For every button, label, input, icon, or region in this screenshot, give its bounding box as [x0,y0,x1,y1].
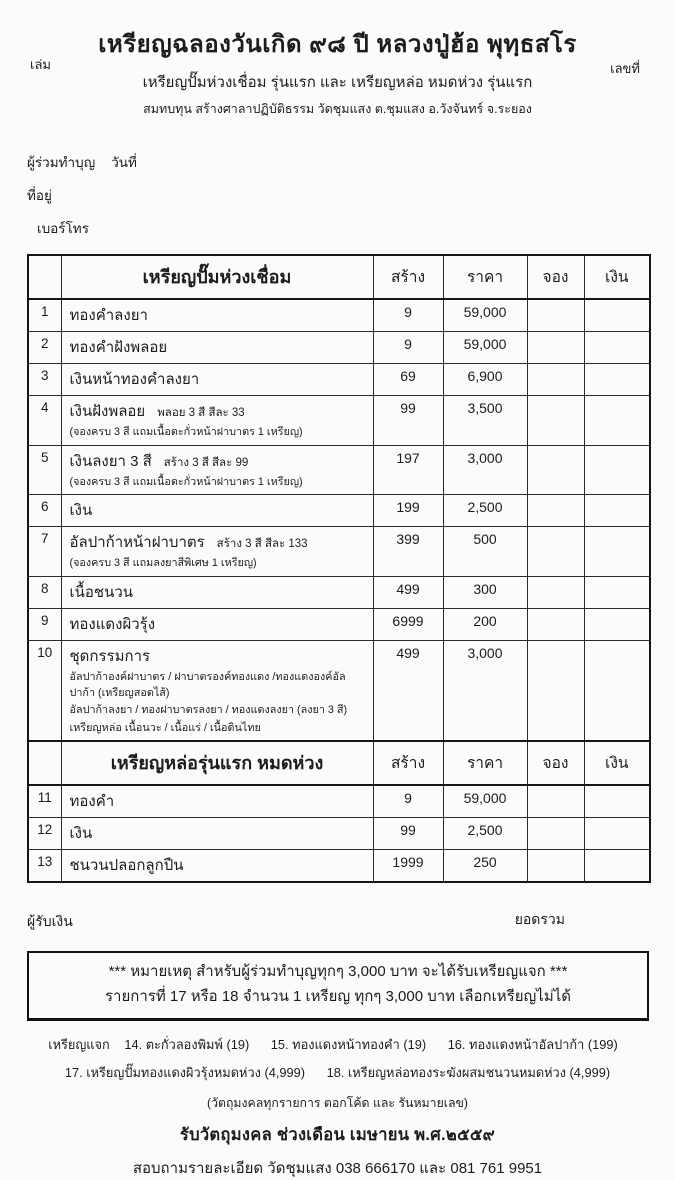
made-cell: 197 [373,445,443,495]
row-no: 4 [28,396,61,446]
table-row [28,445,650,495]
reserve-cell[interactable] [527,364,584,396]
table-row [28,785,650,818]
address-row [27,174,648,207]
giveaway-intro: เหรียญแจก [48,1036,110,1052]
receive-schedule-line: รับวัตถุมงคล ช่วงเดือน เมษายน พ.ศ.๒๕๕๙ [179,1125,496,1144]
giveaway-item: 16. ทองแดงหน้าอัลปาก้า (199) [447,1036,618,1052]
money-cell[interactable] [584,576,650,608]
reserve-cell[interactable] [527,396,584,446]
made-cell: 9 [373,332,443,364]
row-no: 6 [28,495,61,527]
giveaway-item: 14. ตะกั่วลองพิมพ์ (19) [124,1036,250,1052]
money-cell[interactable] [584,495,650,527]
table-row [28,332,650,364]
price-cell: 2,500 [443,818,527,850]
money-cell[interactable] [584,364,650,396]
section2-title: เหรียญหล่อรุ่นแรก หมดห่วง [61,741,373,785]
money-cell[interactable] [584,396,650,446]
reserve-cell[interactable] [527,445,584,495]
made-cell: 99 [373,396,443,446]
total-area [27,883,649,939]
reserve-header: จอง [527,741,584,785]
row-no: 11 [28,785,61,818]
item-name-cell: อัลปาก้าหน้าฝาบาตร สร้าง 3 สี สีละ 133 (จองครบ 3 สี แถมลงยาสีพิเศษ 1 เหรียญ) [61,527,373,577]
money-header: เงิน [584,741,650,785]
giveaway-line-2 [27,1062,648,1083]
row-no: 9 [28,608,61,640]
reserve-cell[interactable] [527,332,584,364]
row-no: 3 [28,364,61,396]
price-cell: 500 [443,527,527,577]
subtitle-editions: เหรียญปั๊มห่วงเชื่อม รุ่นแรก และ เหรียญหล่อ หมดห่วง รุ่นแรก [142,74,533,91]
item-name-cell: เงินหน้าทองคำลงยา [61,364,373,396]
made-cell: 99 [373,818,443,850]
item-name-cell: เงินฝังพลอย พลอย 3 สี สีละ 33 (จองครบ 3 สี แถมเนื้อตะกั่วหน้าฝาบาตร 1 เหรียญ) [61,396,373,446]
money-cell[interactable] [584,445,650,495]
giveaway-item: 15. ทองแดงหน้าทองคำ (19) [270,1036,427,1052]
address-label: ที่อยู่ [27,188,52,203]
date-label: วันที่ [111,155,137,170]
money-cell[interactable] [584,818,650,850]
made-cell: 69 [373,364,443,396]
no-header [28,741,61,785]
made-cell: 399 [373,527,443,577]
made-cell: 499 [373,576,443,608]
reserve-cell[interactable] [527,495,584,527]
item-name-cell: ทองแดงผิวรุ้ง [61,608,373,640]
reserve-cell[interactable] [527,850,584,883]
reserve-cell[interactable] [527,299,584,332]
receiver-row [27,911,73,933]
table-row [28,640,650,741]
contact-line: สอบถามรายละเอียด วัดชุมแสง 038 666170 และ 081 761 9951 [132,1159,543,1177]
footer [27,1034,648,1180]
money-header: เงิน [584,255,650,299]
made-cell: 6999 [373,608,443,640]
form-header [27,24,648,119]
donor-label: ผู้ร่วมทำบุญ [27,155,96,170]
item-name-cell: ทองคำลงยา [61,299,373,332]
no-header [28,255,61,299]
table-row [28,396,650,446]
giveaway-line-1 [27,1034,648,1055]
money-cell[interactable] [584,299,650,332]
made-header: สร้าง [373,741,443,785]
reserve-cell[interactable] [527,527,584,577]
price-header: ราคา [443,741,527,785]
table-row [28,495,650,527]
money-cell[interactable] [584,785,650,818]
price-cell: 59,000 [443,332,527,364]
made-header: สร้าง [373,255,443,299]
item-name-cell: เงิน [61,818,373,850]
note-line-1: *** หมายเหตุ สำหรับผู้ร่วมทำบุญทุกๆ 3,000 บาท จะได้รับเหรียญแจก *** [108,963,568,981]
table-row [28,364,650,396]
table-row [28,576,650,608]
item-name-cell: เงิน [61,495,373,527]
price-cell: 59,000 [443,299,527,332]
reserve-cell[interactable] [527,818,584,850]
price-cell: 250 [443,850,527,883]
money-cell[interactable] [584,850,650,883]
subtitle-temple: สมทบทุน สร้างศาลาปฏิบัติธรรม วัดชุมแสง ต.ชุมแสง อ.วังจันทร์ จ.ระยอง [143,102,532,116]
item-name-cell: เงินลงยา 3 สี สร้าง 3 สี สีละ 99 (จองครบ 3 สี แถมเนื้อตะกั่วหน้าฝาบาตร 1 เหรียญ) [61,445,373,495]
grand-total-label: ยอดรวม [514,911,565,928]
phone-row [27,207,648,240]
made-cell: 499 [373,640,443,741]
row-no: 1 [28,299,61,332]
row-no: 13 [28,850,61,883]
item-name-cell: ทองคำ [61,785,373,818]
row-no: 5 [28,445,61,495]
section1-header-row [28,255,650,299]
money-cell[interactable] [584,332,650,364]
giveaway-item: 18. เหรียญหล่อทองระฆังผสมชนวนหมดห่วง (4,999) [326,1064,611,1080]
donor-row [27,141,648,174]
row-no: 7 [28,527,61,577]
price-cell: 200 [443,608,527,640]
volume-label: เล่ม [30,57,51,72]
made-cell: 199 [373,495,443,527]
number-label: เลขที่ [610,61,640,76]
reserve-cell[interactable] [527,785,584,818]
made-cell: 9 [373,785,443,818]
price-cell: 59,000 [443,785,527,818]
note-line-2: รายการที่ 17 หรือ 18 จำนวน 1 เหรียญ ทุกๆ 3,000 บาท เลือกเหรียญไม่ได้ [104,988,571,1006]
reserve-cell[interactable] [527,608,584,640]
item-name-cell: ชุดกรรมการ อัลปาก้าองค์ฝาบาตร / ฝาบาตรองค์ทองแดง /ทองแดงองค์อัลปาก้า (เหรียญสอดไส้) อัลปาก้าลงยา / ทองฝาบาตรลงยา / ทองแดงลงยา (ลงยา 3 สี) เหรียญหล่อ เนื้อนวะ / เนื้อแร่ / เนื้อดินไทย [61,640,373,741]
donor-info-form [27,141,648,240]
amulet-price-table [27,254,651,883]
row-no: 2 [28,332,61,364]
code-stamp-line: (วัตถุมงคลทุกรายการ ตอกโค้ด และ รันหมายเลข) [206,1095,469,1110]
section1-title: เหรียญปั๊มห่วงเชื่อม [61,255,373,299]
item-name-cell: เนื้อชนวน [61,576,373,608]
table-row [28,850,650,883]
item-name-cell: ทองคำฝังพลอย [61,332,373,364]
table-row [28,608,650,640]
section2-header-row [28,741,650,785]
money-cell[interactable] [584,608,650,640]
page-title: เหรียญฉลองวันเกิด ๙๘ ปี หลวงปู่ฮ้อ พุทฺธสโร [98,31,577,58]
row-no: 12 [28,818,61,850]
row-no: 8 [28,576,61,608]
money-cell[interactable] [584,527,650,577]
price-cell: 300 [443,576,527,608]
price-cell: 3,000 [443,445,527,495]
phone-label: เบอร์โทร [37,221,89,236]
price-cell: 3,000 [443,640,527,741]
giveaway-item: 17. เหรียญปั๊มทองแดงผิวรุ้งหมดห่วง (4,999) [64,1064,306,1080]
money-cell[interactable] [584,640,650,741]
receiver-label: ผู้รับเงิน [27,913,73,930]
price-header: ราคา [443,255,527,299]
price-cell: 6,900 [443,364,527,396]
reserve-cell[interactable] [527,640,584,741]
table-row [28,527,650,577]
table-row [28,299,650,332]
table-row [28,818,650,850]
note-box [27,951,649,1021]
item-name-cell: ชนวนปลอกลูกปืน [61,850,373,883]
price-cell: 3,500 [443,396,527,446]
price-cell: 2,500 [443,495,527,527]
made-cell: 9 [373,299,443,332]
reserve-cell[interactable] [527,576,584,608]
made-cell: 1999 [373,850,443,883]
row-no: 10 [28,640,61,741]
reserve-header: จอง [527,255,584,299]
